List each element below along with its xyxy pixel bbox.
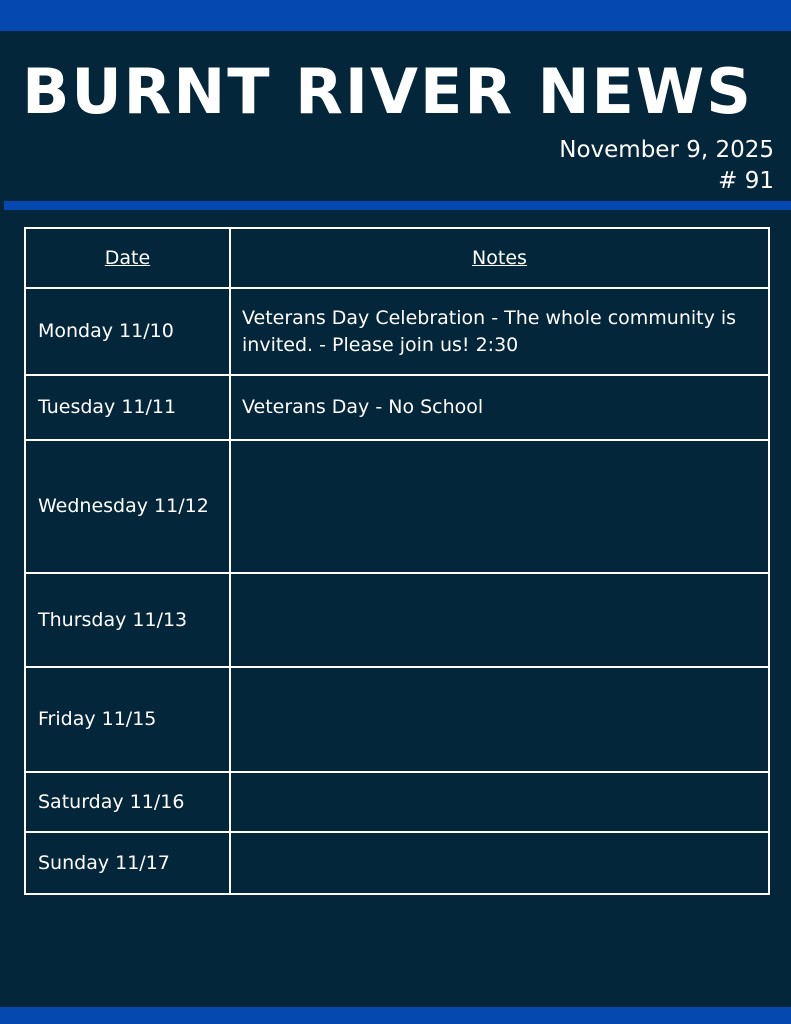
note-cell [230, 832, 769, 894]
note-cell [230, 772, 769, 832]
note-cell: Veterans Day - No School [230, 375, 769, 440]
header-divider [4, 201, 791, 210]
day-cell: Saturday 11/16 [25, 772, 230, 832]
day-cell: Tuesday 11/11 [25, 375, 230, 440]
weekly-schedule-table [24, 227, 770, 895]
bottom-accent-bar [0, 1007, 791, 1024]
table-row [25, 288, 769, 375]
note-cell: Veterans Day Celebration - The whole community is invited. - Please join us! 2:30 [230, 288, 769, 375]
day-cell: Monday 11/10 [25, 288, 230, 375]
newsletter-title: BURNT RIVER NEWS [22, 55, 753, 128]
notes-column-header: Notes [230, 228, 769, 288]
day-cell: Sunday 11/17 [25, 832, 230, 894]
table-header-row [25, 228, 769, 288]
top-accent-bar [0, 0, 791, 31]
day-cell: Thursday 11/13 [25, 573, 230, 667]
table-row [25, 667, 769, 772]
note-cell [230, 667, 769, 772]
table-row [25, 772, 769, 832]
note-cell [230, 440, 769, 573]
day-cell: Wednesday 11/12 [25, 440, 230, 573]
table-row [25, 832, 769, 894]
table-row [25, 440, 769, 573]
issue-number: # 91 [718, 168, 774, 194]
table-row [25, 375, 769, 440]
table-row [25, 573, 769, 667]
newsletter-date: November 9, 2025 [559, 137, 774, 163]
day-cell: Friday 11/15 [25, 667, 230, 772]
date-column-header: Date [25, 228, 230, 288]
note-cell [230, 573, 769, 667]
